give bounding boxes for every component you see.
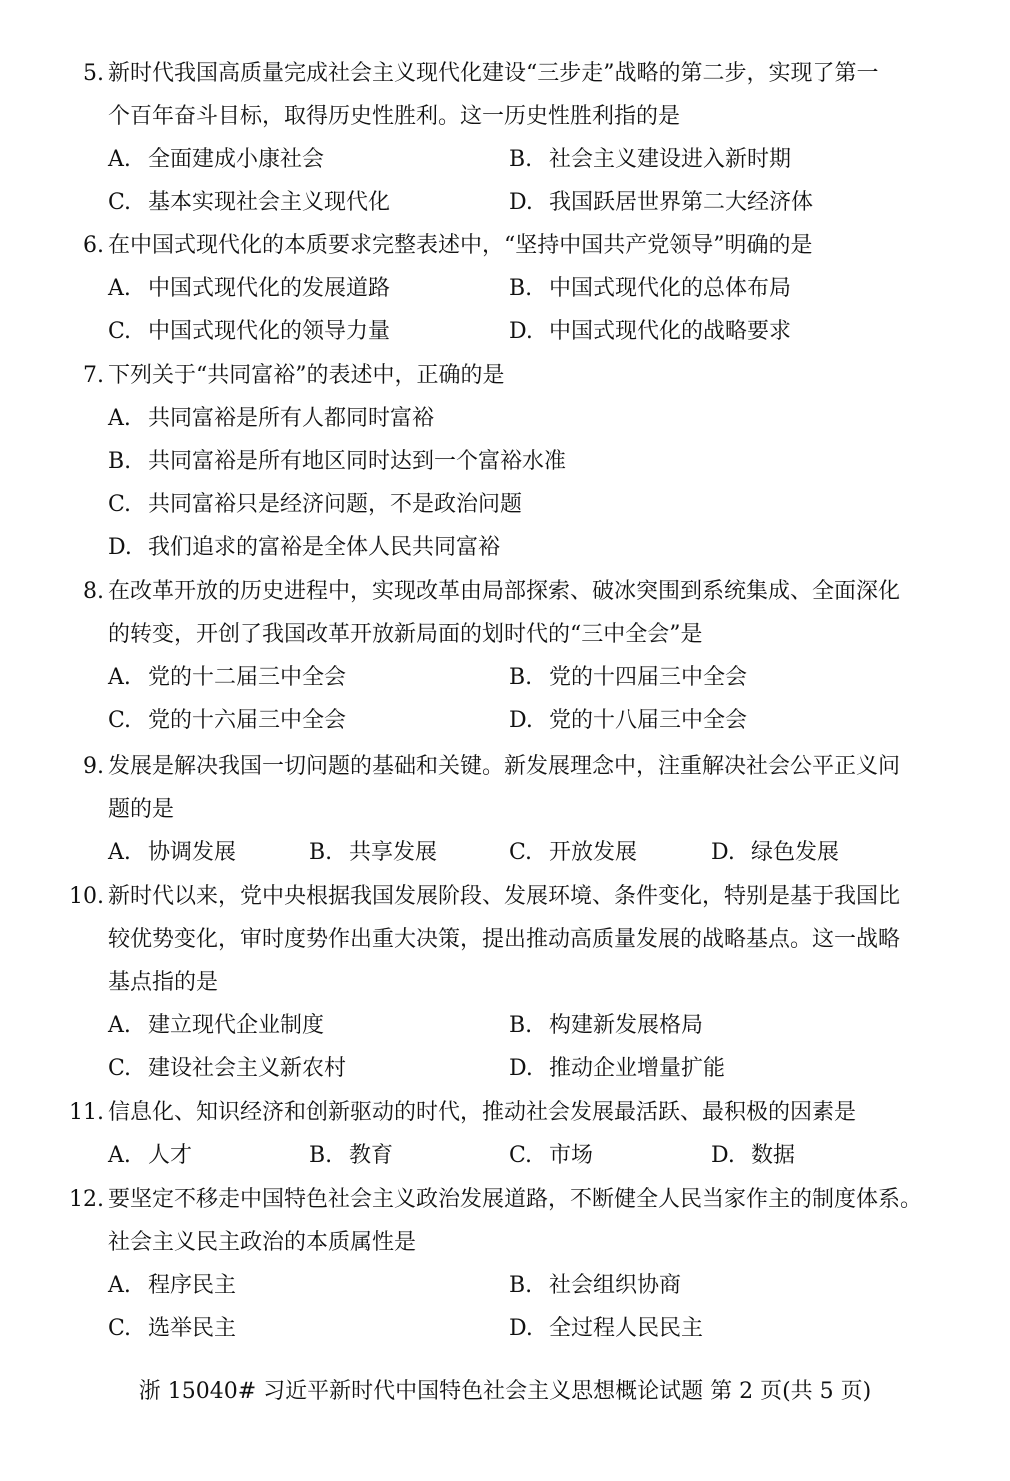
option-b: B. 共同富裕是所有地区同时达到一个富裕水准 xyxy=(108,449,567,474)
question-number: 10. xyxy=(69,884,104,909)
option-b: B. 中国式现代化的总体布局 xyxy=(509,276,792,301)
question-number: 12. xyxy=(69,1187,104,1212)
option-c: C. 共同富裕只是经济问题，不是政治问题 xyxy=(108,492,523,517)
option-a: A. 建立现代企业制度 xyxy=(108,1013,325,1038)
question-text: 基点指的是 xyxy=(108,970,219,995)
question-text: 个百年奋斗目标，取得历史性胜利。这一历史性胜利指的是 xyxy=(108,104,681,129)
option-row xyxy=(58,1047,938,1090)
option-a: A. 中国式现代化的发展道路 xyxy=(108,276,391,301)
option-b: B. 教育 xyxy=(309,1143,394,1168)
question-number: 8. xyxy=(83,579,104,604)
option-row xyxy=(58,181,938,224)
option-b: B. 社会组织协商 xyxy=(509,1273,682,1298)
option-d: D. 绿色发展 xyxy=(711,840,840,865)
question-10 xyxy=(58,875,938,1090)
option-row xyxy=(58,138,938,181)
option-row xyxy=(58,1264,938,1307)
option-row xyxy=(58,267,938,310)
question-5 xyxy=(58,52,938,224)
option-c: C. 中国式现代化的领导力量 xyxy=(108,319,391,344)
option-b: B. 共享发展 xyxy=(309,840,438,865)
page-footer: 浙 15040# 习近平新时代中国特色社会主义思想概论试题 第 2 页(共 5 页) xyxy=(138,1379,872,1404)
option-a: A. 共同富裕是所有人都同时富裕 xyxy=(108,406,435,431)
option-a: A. 党的十二届三中全会 xyxy=(108,665,347,690)
question-number: 9. xyxy=(83,754,104,779)
option-d: D. 中国式现代化的战略要求 xyxy=(509,319,792,344)
option-c: C. 开放发展 xyxy=(509,840,638,865)
option-row xyxy=(58,397,938,440)
option-d: D. 推动企业增量扩能 xyxy=(509,1056,726,1081)
question-number: 11. xyxy=(69,1100,104,1125)
question-text: 社会主义民主政治的本质属性是 xyxy=(108,1230,417,1255)
option-c: C. 基本实现社会主义现代化 xyxy=(108,190,391,215)
question-number: 5. xyxy=(83,61,104,86)
option-a: A. 协调发展 xyxy=(108,840,237,865)
option-a: A. 程序民主 xyxy=(108,1273,237,1298)
option-d: D. 党的十八届三中全会 xyxy=(509,708,748,733)
option-c: C. 市场 xyxy=(509,1143,594,1168)
question-text: 下列关于“共同富裕”的表述中，正确的是 xyxy=(108,363,505,388)
question-text: 的转变，开创了我国改革开放新局面的划时代的“三中全会”是 xyxy=(108,622,703,647)
question-number: 7. xyxy=(83,363,104,388)
option-row xyxy=(58,483,938,526)
option-row xyxy=(58,310,938,353)
option-row xyxy=(58,1307,938,1350)
option-c: C. 党的十六届三中全会 xyxy=(108,708,347,733)
question-number: 6. xyxy=(83,233,104,258)
question-6 xyxy=(58,224,938,353)
question-text: 新时代我国高质量完成社会主义现代化建设“三步走”战略的第二步，实现了第一 xyxy=(108,61,879,86)
question-text: 较优势变化，审时度势作出重大决策，提出推动高质量发展的战略基点。这一战略 xyxy=(108,927,901,952)
question-text: 信息化、知识经济和创新驱动的时代，推动社会发展最活跃、最积极的因素是 xyxy=(108,1100,857,1125)
option-b: B. 构建新发展格局 xyxy=(509,1013,704,1038)
question-11 xyxy=(58,1091,938,1177)
option-d: D. 数据 xyxy=(711,1143,796,1168)
option-d: D. 我们追求的富裕是全体人民共同富裕 xyxy=(108,535,501,560)
option-row xyxy=(58,440,938,483)
option-row xyxy=(58,1004,938,1047)
question-9 xyxy=(58,745,938,874)
option-row xyxy=(58,831,938,874)
question-8 xyxy=(58,570,938,742)
question-text: 题的是 xyxy=(108,797,175,822)
option-a: A. 人才 xyxy=(108,1143,193,1168)
option-row xyxy=(58,699,938,742)
option-row xyxy=(58,526,938,569)
question-text: 在改革开放的历史进程中，实现改革由局部探索、破冰突围到系统集成、全面深化 xyxy=(108,579,901,604)
option-row xyxy=(58,1134,938,1177)
option-a: A. 全面建成小康社会 xyxy=(108,147,325,172)
option-b: B. 社会主义建设进入新时期 xyxy=(509,147,792,172)
option-b: B. 党的十四届三中全会 xyxy=(509,665,748,690)
option-c: C. 选举民主 xyxy=(108,1316,237,1341)
option-d: D. 我国跃居世界第二大经济体 xyxy=(509,190,814,215)
question-7 xyxy=(58,354,938,569)
question-text: 要坚定不移走中国特色社会主义政治发展道路，不断健全人民当家作主的制度体系。 xyxy=(108,1187,923,1212)
question-12 xyxy=(58,1178,938,1350)
question-text: 新时代以来，党中央根据我国发展阶段、发展环境、条件变化，特别是基于我国比 xyxy=(108,884,901,909)
question-text: 在中国式现代化的本质要求完整表述中，“坚持中国共产党领导”明确的是 xyxy=(108,233,813,258)
option-d: D. 全过程人民民主 xyxy=(509,1316,704,1341)
question-text: 发展是解决我国一切问题的基础和关键。新发展理念中，注重解决社会公平正义问 xyxy=(108,754,901,779)
option-row xyxy=(58,656,938,699)
option-c: C. 建设社会主义新农村 xyxy=(108,1056,347,1081)
